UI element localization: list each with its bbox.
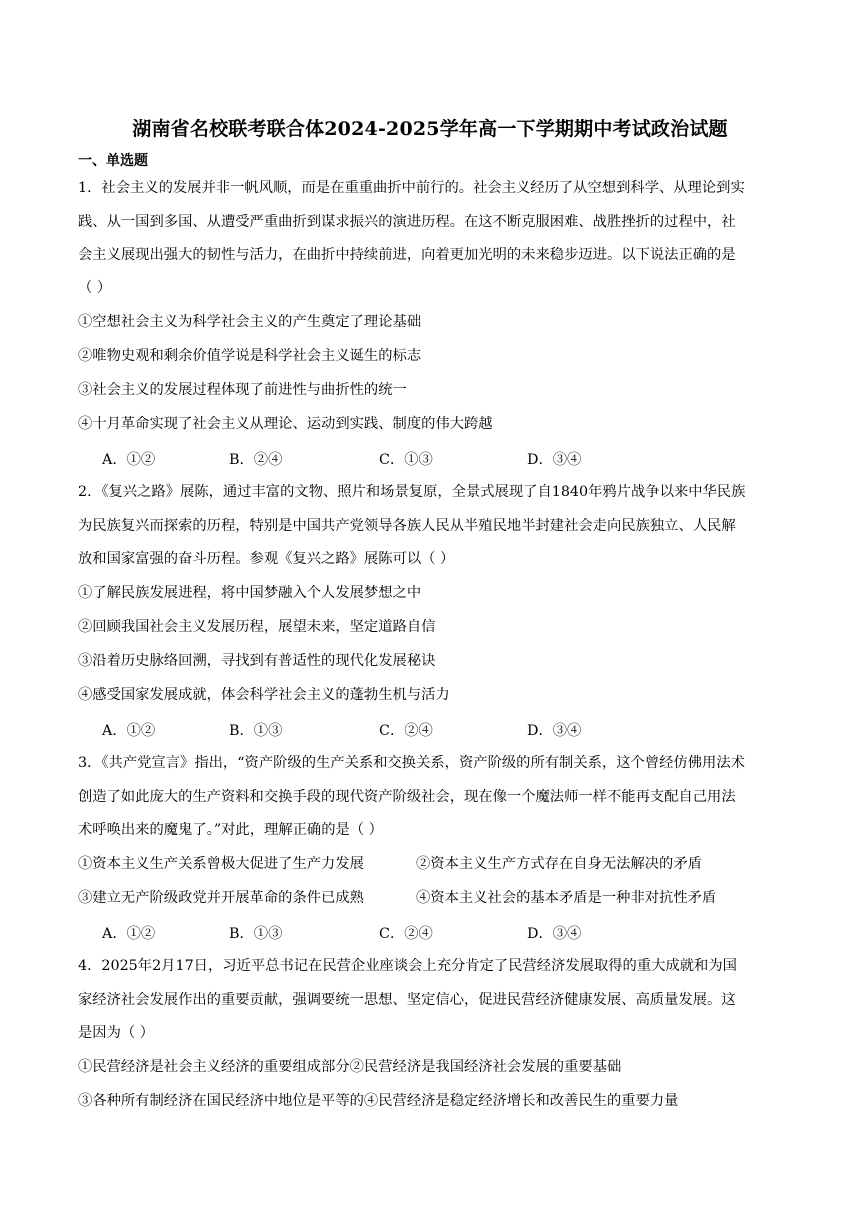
q1-stem-line: 践、从一国到多国、从遭受严重曲折到谋求振兴的演进历程。在这不断克服困难、战胜挫折的过程中，社 [78, 214, 736, 230]
q2-stem-line: 为民族复兴而探索的历程，特别是中国共产党领导各族人民从半殖民地半封建社会走向民族独立、人民解 [78, 518, 736, 534]
q3-choice-b[interactable]: B．①③ [229, 926, 283, 942]
q4-stem-line: 4．2025年2月17日，习近平总书记在民营企业座谈会上充分肯定了民营经济发展取得的重大成就和为国 [78, 958, 737, 974]
q3-option: ②资本主义生产方式存在自身无法解决的矛盾 [416, 856, 702, 872]
q3-choices [102, 923, 782, 945]
q4-stem-line: 是因为（ ） [78, 1025, 155, 1041]
q2-stem-line: 2．《复兴之路》展陈，通过丰富的文物、照片和场景复原，全景式展现了自1840年鸦片战争以来中华民族 [78, 484, 746, 500]
q2-stem-line: 放和国家富强的奋斗历程。参观《复兴之路》展陈可以（ ） [78, 551, 455, 567]
q2-choice-b[interactable]: B．①③ [229, 723, 283, 739]
q3-choice-c[interactable]: C．②④ [379, 926, 433, 942]
section-heading: 一、单选题 [78, 153, 148, 169]
q4-option: ③各种所有制经济在国民经济中地位是平等的④民营经济是稳定经济增长和改善民生的重要力量 [78, 1093, 679, 1109]
q2-option: ③沿着历史脉络回溯，寻找到有普适性的现代化发展秘诀 [78, 653, 436, 669]
q1-choice-d[interactable]: D．③④ [527, 452, 582, 468]
q1-choices [102, 449, 782, 471]
q3-stem-line: 创造了如此庞大的生产资料和交换手段的现代资产阶级社会，现在像一个魔法师一样不能再支配自己用法 [78, 789, 736, 805]
q2-option: ④感受国家发展成就，体会科学社会主义的蓬勃生机与活力 [78, 687, 450, 703]
q1-option: ①空想社会主义为科学社会主义的产生奠定了理论基础 [78, 314, 422, 330]
q1-stem-line: 会主义展现出强大的韧性与活力，在曲折中持续前进，向着更加光明的未来稳步迈进。以下说法正确的是 [78, 247, 736, 263]
q1-choice-a[interactable]: A．①② [102, 452, 156, 468]
q3-stem-line: 术呼唤出来的魔鬼了。”对此，理解正确的是（ ） [78, 822, 383, 838]
q2-option: ②回顾我国社会主义发展历程，展望未来，坚定道路自信 [78, 619, 436, 635]
q1-option: ②唯物史观和剩余价值学说是科学社会主义诞生的标志 [78, 348, 422, 364]
q2-option: ①了解民族发展进程，将中国梦融入个人发展梦想之中 [78, 585, 422, 601]
q3-option-row [78, 887, 788, 909]
q1-stem-line: （ ） [78, 280, 112, 296]
q2-choice-c[interactable]: C．②④ [379, 723, 433, 739]
q3-option: ①资本主义生产关系曾极大促进了生产力发展 [78, 856, 364, 872]
q3-option: ③建立无产阶级政党并开展革命的条件已成熟 [78, 890, 364, 906]
q4-stem-line: 家经济社会发展作出的重要贡献，强调要统一思想、坚定信心，促进民营经济健康发展、高质量发展。这 [78, 992, 736, 1008]
q3-stem-line: 3．《共产党宣言》指出，“资产阶级的生产关系和交换关系，资产阶级的所有制关系，这个曾经仿佛用法术 [78, 755, 745, 771]
q2-choice-a[interactable]: A．①② [102, 723, 156, 739]
q4-option: ①民营经济是社会主义经济的重要组成部分②民营经济是我国经济社会发展的重要基础 [78, 1059, 622, 1075]
q2-choice-d[interactable]: D．③④ [527, 723, 582, 739]
exam-title: 湖南省名校联考联合体2024-2025学年高一下学期期中考试政治试题 [132, 118, 728, 140]
q1-option: ④十月革命实现了社会主义从理论、运动到实践、制度的伟大跨越 [78, 416, 493, 432]
q3-choice-d[interactable]: D．③④ [527, 926, 582, 942]
q1-choice-c[interactable]: C．①③ [379, 452, 433, 468]
q3-option: ④资本主义社会的基本矛盾是一种非对抗性矛盾 [416, 890, 717, 906]
q2-choices [102, 720, 782, 742]
q3-choice-a[interactable]: A．①② [102, 926, 156, 942]
q1-choice-b[interactable]: B．②④ [229, 452, 283, 468]
q1-stem-line: 1．社会主义的发展并非一帆风顺，而是在重重曲折中前行的。社会主义经历了从空想到科学、从理论到实 [78, 180, 745, 196]
q3-option-row [78, 853, 788, 875]
q1-option: ③社会主义的发展过程体现了前进性与曲折性的统一 [78, 382, 407, 398]
